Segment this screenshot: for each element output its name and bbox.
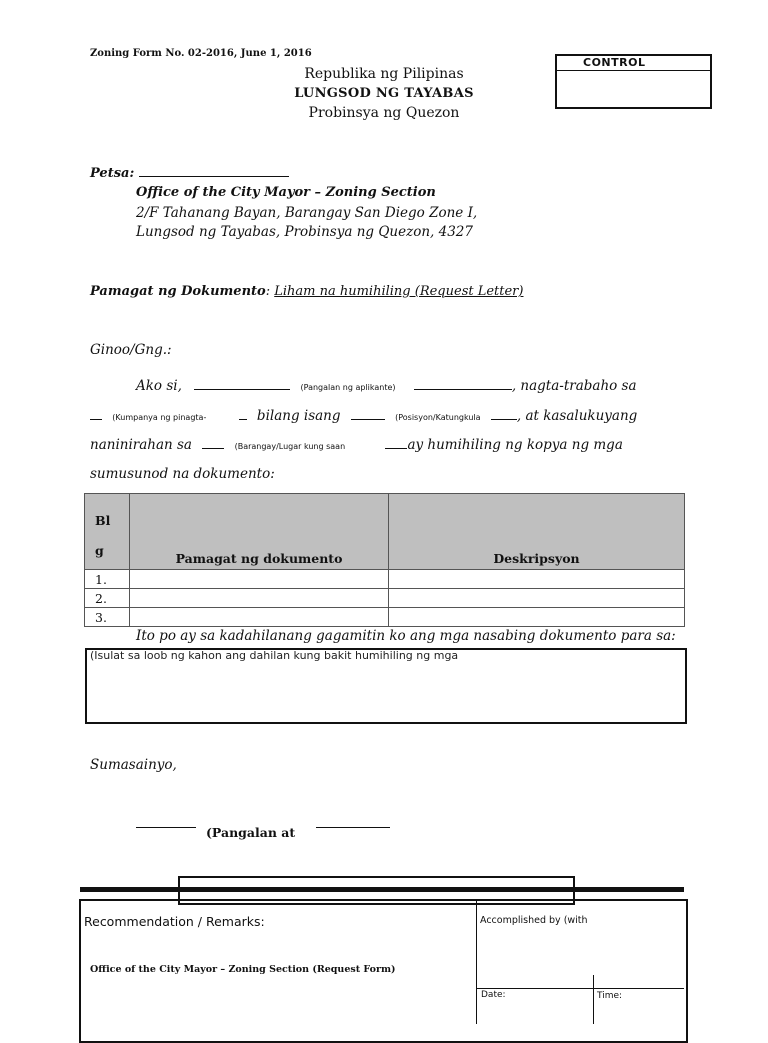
control-number-box[interactable]: [555, 54, 712, 109]
row-description-cell[interactable]: [389, 589, 685, 608]
city-heading: LUNGSOD NG TAYABAS: [294, 86, 474, 101]
letter-line-3: [90, 437, 680, 453]
document-title: Pamagat ng Dokumento: Liham na humihiling (Request Letter): [90, 284, 524, 299]
signature-line-right[interactable]: [316, 817, 390, 828]
applicant-name-blank-2[interactable]: [414, 378, 512, 390]
letter-line2-mid: bilang isang: [256, 408, 341, 424]
date-label: Petsa: [90, 166, 130, 181]
row-number: 3.: [85, 608, 130, 627]
date-time-divider: [593, 975, 594, 1024]
barangay-hint: (Barangay/Lugar kung saan: [234, 442, 346, 451]
document-title-label: Pamagat ng Dokumento: [90, 284, 266, 299]
province-heading: Probinsya ng Quezon: [308, 105, 460, 121]
salutation: Ginoo/Gng.:: [90, 342, 172, 358]
signature-label: (Pangalan at: [206, 826, 296, 840]
applicant-name-blank[interactable]: [194, 378, 290, 390]
table-header-description: Deskripsyon: [389, 494, 685, 570]
address-line-2: Lungsod ng Tayabas, Probinsya ng Quezon, 4327: [136, 224, 473, 240]
letter-line-4: sumusunod na dokumento:: [90, 466, 275, 482]
letter-line-1: [136, 378, 637, 394]
barangay-blank-2[interactable]: [385, 437, 407, 449]
date-label: Date:: [481, 990, 506, 1000]
applicant-hint: (Pangalan ng aplikante): [300, 383, 396, 392]
letter-line1-end: , nagta-trabaho sa: [511, 378, 637, 394]
row-number: 2.: [85, 589, 130, 608]
form-number: Zoning Form No. 02-2016, June 1, 2016: [90, 48, 312, 59]
address-line-1: 2/F Tahanang Bayan, Barangay San Diego Zone I,: [136, 205, 478, 221]
document-title-value: Liham na humihiling (Request Letter): [274, 284, 524, 299]
time-label: Time:: [597, 991, 623, 1001]
row-title-cell[interactable]: [130, 570, 389, 589]
position-blank[interactable]: [351, 408, 385, 420]
letter-line3-end: ay humihiling ng kopya ng mga: [407, 437, 623, 453]
header-number-line2: g: [95, 543, 104, 558]
date-field[interactable]: Petsa:: [90, 164, 289, 181]
purpose-text: Ito po ay sa kadahilanang gagamitin ko ang mga nasabing dokumento para sa:: [136, 628, 676, 644]
table-header-title: Pamagat ng dokumento: [130, 494, 389, 570]
position-blank-2[interactable]: [491, 408, 517, 420]
row-description-cell[interactable]: [389, 570, 685, 589]
row-description-cell[interactable]: [389, 608, 685, 627]
office-footer-label: Office of the City Mayor – Zoning Section (Request Form): [90, 964, 396, 975]
company-blank[interactable]: [90, 408, 102, 420]
row-title-cell[interactable]: [130, 608, 389, 627]
row-title-cell[interactable]: [130, 589, 389, 608]
date-blank[interactable]: [139, 164, 289, 177]
office-use-divider-vertical: [476, 901, 477, 1024]
letter-line2-end: , at kasalukuyang: [516, 408, 638, 424]
office-name: Office of the City Mayor – Zoning Section: [136, 185, 436, 200]
republic-heading: Republika ng Pilipinas: [304, 66, 464, 82]
recommendation-label: Recommendation / Remarks:: [84, 914, 265, 929]
table-row: [85, 570, 685, 589]
table-row: [85, 589, 685, 608]
header-number-line1: Bl: [95, 513, 111, 528]
table-header-number: [85, 494, 130, 570]
table-row: [85, 608, 685, 627]
row-number: 1.: [85, 570, 130, 589]
position-hint: (Posisyon/Katungkula: [395, 413, 481, 422]
company-blank-2[interactable]: [239, 408, 247, 420]
barangay-blank[interactable]: [202, 437, 224, 449]
office-use-divider-horizontal: [477, 988, 684, 989]
company-hint: (Kumpanya ng pinagta-: [112, 413, 207, 422]
letter-line1-start: Ako si,: [136, 378, 182, 394]
letter-line3-start: naninirahan sa: [90, 437, 192, 453]
reason-input-box[interactable]: [85, 648, 687, 724]
signature-line-left[interactable]: [136, 817, 196, 828]
table-header-row: [85, 494, 685, 570]
letter-line-2: [90, 408, 680, 424]
reason-box-hint: (Isulat sa loob ng kahon ang dahilan kung bakit humihiling ng mga: [90, 649, 459, 662]
documents-table: [84, 493, 685, 627]
control-label: CONTROL: [557, 56, 710, 71]
closing-sumasainyo: Sumasainyo,: [90, 757, 177, 773]
accomplished-by-label: Accomplished by (with: [480, 915, 588, 926]
